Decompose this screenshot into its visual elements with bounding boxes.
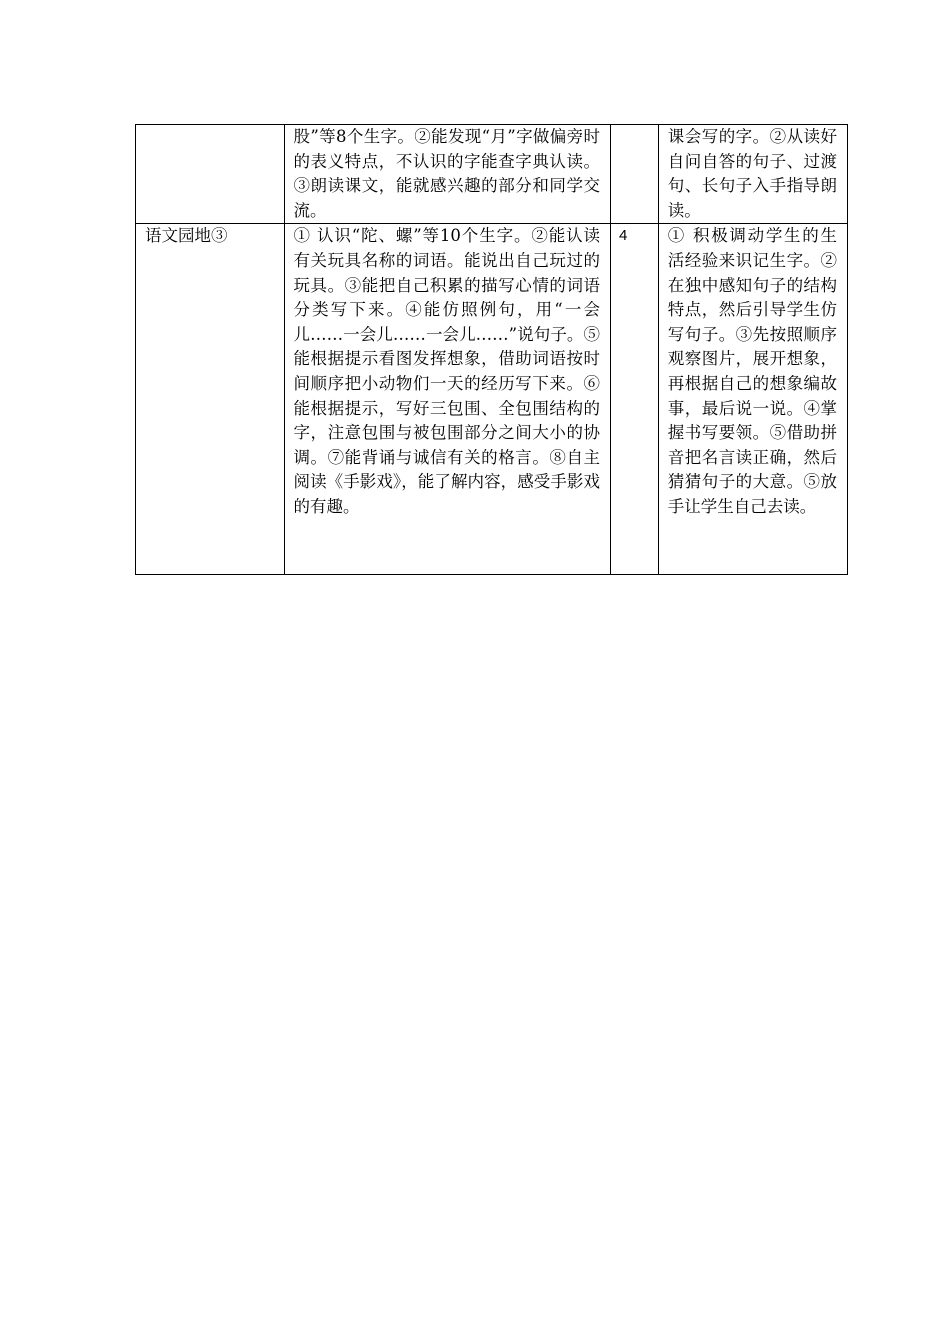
goals-cell — [284, 125, 611, 224]
hours-cell — [611, 224, 659, 575]
lesson-name: 语文园地③ — [145, 226, 228, 246]
methods-cell — [658, 125, 847, 224]
hours-text: 4 — [619, 227, 628, 245]
methods-cell — [658, 224, 847, 575]
goals-text: 股”等8个生字。②能发现“月”字做偏旁时的表义特点，不认识的字能查字典认读。③朗读课文，能就感兴趣的部分和同学交流。 — [293, 127, 600, 220]
methods-text: 课会写的字。②从读好自问自答的句子、过渡句、长句子入手指导朗读。 — [667, 127, 837, 220]
hours-cell — [611, 125, 659, 224]
lesson-plan-table — [135, 124, 848, 575]
goals-cell — [284, 224, 611, 575]
methods-text: ① 积极调动学生的生活经验来识记生字。②在独中感知句子的结构特点，然后引导学生仿写句子。③先按照顺序观察图片，展开想象，再根据自己的想象编故事，最后说一说。④掌握书写要领。⑤借助拼音把名言读正确，然后猜猜句子的大意。⑤放手让学生自己去读。 — [667, 226, 837, 516]
goals-text: ① 认识“陀、螺”等10个生字。②能认读有关玩具名称的词语。能说出自己玩过的玩具。③能把自己积累的描写心情的词语分类写下来。④能仿照例句，用“一会儿……一会儿……一会儿……”说句子。⑤能根据提示看图发挥想象，借助词语按时间顺序把小动物们一天的经历写下来。⑥能根据提示，写好三包围、全包围结构的字，注意包围与被包围部分之间大小的协调。⑦能背诵与诚信有关的格言。⑧自主阅读《手影戏》，能了解内容，感受手影戏的有趣。 — [293, 226, 600, 516]
table-row — [136, 224, 848, 575]
table-row — [136, 125, 848, 224]
lesson-name-cell — [136, 224, 285, 575]
lesson-name-cell — [136, 125, 285, 224]
